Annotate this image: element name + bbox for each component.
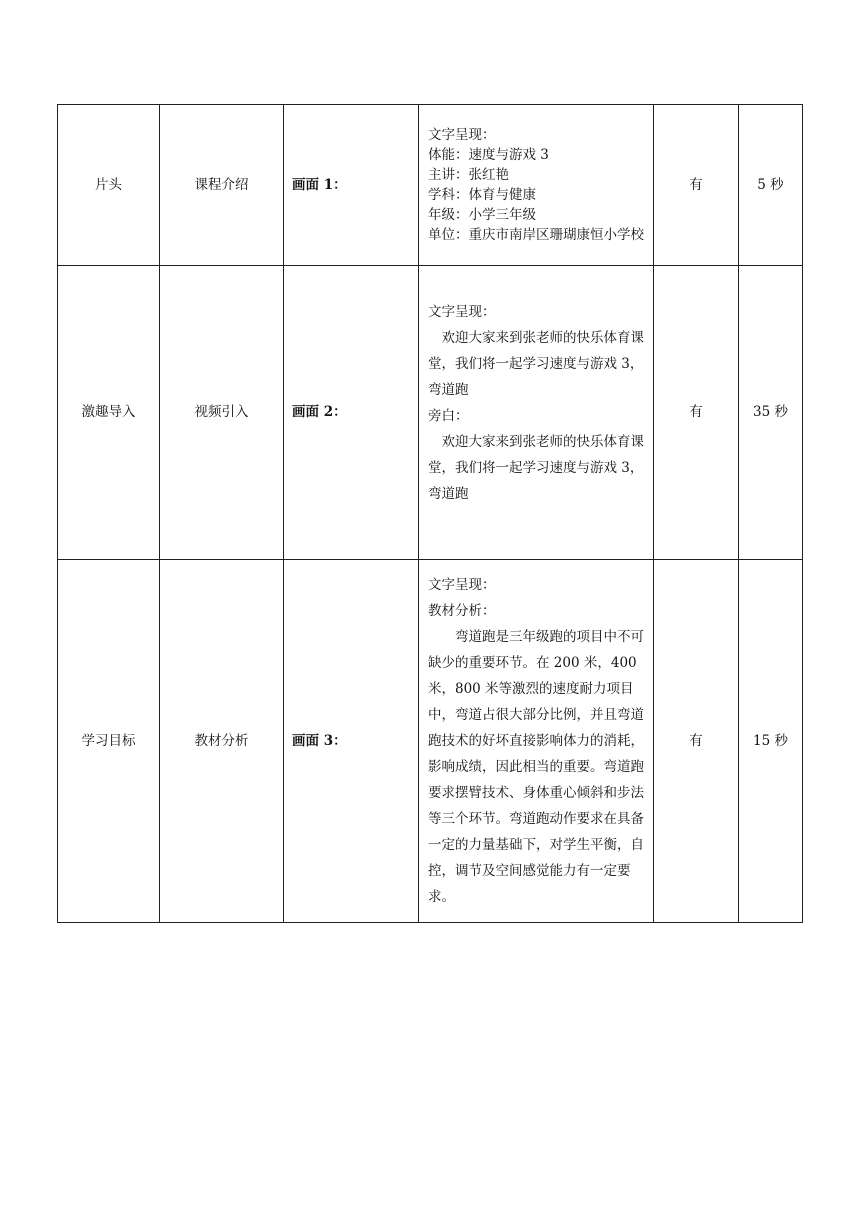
content-paragraph: 欢迎大家来到张老师的快乐体育课堂，我们将一起学习速度与游戏 3，弯道跑 (428, 433, 644, 502)
content-line: 学科：体育与健康 (428, 187, 536, 203)
screen-cell: 画面 3： (284, 560, 419, 923)
item-cell: 课程介绍 (160, 105, 284, 266)
content-line: 旁白： (428, 407, 469, 424)
narration-cell: 有 (654, 560, 739, 923)
content-line: 年级：小学三年级 (428, 207, 536, 223)
content-line: 文字呈现： (428, 303, 496, 320)
content-paragraph: 欢迎大家来到张老师的快乐体育课堂，我们将一起学习速度与游戏 3，弯道跑 (428, 329, 644, 398)
duration-cell: 15 秒 (739, 560, 803, 923)
content-paragraph: 弯道跑是三年级跑的项目中不可缺少的重要环节。在 200 米，400 米，800 米等激烈的速度耐力项目中，弯道占很大部分比例，并且弯道跑技术的好坏直接影响体力的消耗，影响成绩，因此相当的重要。弯道跑要求摆臂技术、身体重心倾斜和步法等三个环节。弯道跑动作要求在具备一定的力量基础下，对学生平衡，自控，调节及空间感觉能力有一定要求。 (428, 629, 644, 905)
content-line: 体能：速度与游戏 3 (428, 147, 549, 163)
screen-cell: 画面 2： (284, 266, 419, 560)
screen-cell: 画面 1： (284, 105, 419, 266)
narration-cell: 有 (654, 266, 739, 560)
content-line: 教材分析： (428, 603, 496, 619)
content-cell (419, 105, 654, 266)
content-spacer (428, 507, 646, 527)
content-cell (419, 560, 654, 923)
content-line: 文字呈现： (428, 577, 496, 593)
content-line: 单位：重庆市南岸区珊瑚康恒小学校 (428, 227, 644, 243)
segment-cell: 学习目标 (58, 560, 160, 923)
table-row (58, 266, 803, 560)
duration-cell: 5 秒 (739, 105, 803, 266)
item-cell: 视频引入 (160, 266, 284, 560)
content-cell (419, 266, 654, 560)
table-row (58, 560, 803, 923)
table-row (58, 105, 803, 266)
script-table (57, 104, 803, 923)
segment-cell: 激趣导入 (58, 266, 160, 560)
content-line: 文字呈现： (428, 127, 496, 143)
item-cell: 教材分析 (160, 560, 284, 923)
duration-cell: 35 秒 (739, 266, 803, 560)
narration-cell: 有 (654, 105, 739, 266)
content-line: 主讲：张红艳 (428, 167, 509, 183)
segment-cell: 片头 (58, 105, 160, 266)
